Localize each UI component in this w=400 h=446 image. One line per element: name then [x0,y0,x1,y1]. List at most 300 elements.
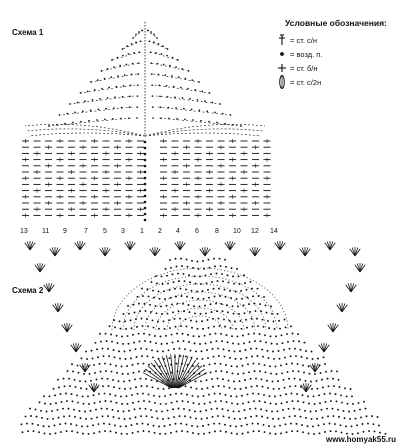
chain-dot [94,89,96,91]
chain-dot [351,395,353,397]
chain-dot [164,395,166,397]
chain-dot [224,356,226,358]
chain-dot [206,282,208,284]
chain-dot [253,363,255,365]
chain-dot [257,355,259,357]
chain-dot [306,357,308,359]
chain-dot [318,394,320,396]
chain-dot [267,387,269,389]
chain-dot [91,388,93,390]
chain-dot [302,364,304,366]
chain-dot [279,425,281,427]
chain-dot [172,273,174,275]
chain-dot [199,343,201,345]
chain-dot [157,350,159,352]
chain-dot [225,364,227,366]
chain-dot [338,416,340,418]
chain-dot [151,73,153,75]
row-number: 11 [42,228,50,235]
chain-dot [272,381,274,383]
chain-dot [145,378,147,380]
chain-dot [136,326,138,328]
chain-dot [247,431,249,433]
chain-dot [102,385,104,387]
chain-dot [317,388,319,390]
chain-dot [102,415,104,417]
chain-dot [143,430,145,432]
chain-dot [204,100,206,102]
chain-dot [238,410,240,412]
chain-dot [150,341,152,343]
chain-dot [309,373,311,375]
chain-dot [150,31,152,33]
chain-dot [204,335,206,337]
chain-dot [176,266,178,268]
chain-dot [153,425,155,427]
chain-dot [121,336,123,338]
chain-dot [172,341,174,343]
chain-dot [183,108,185,110]
chain-dot [181,430,183,432]
chain-dot [280,395,282,397]
chain-dot [347,403,349,405]
chain-dot [223,415,225,417]
chain-dot [117,75,119,77]
stitch-row [152,63,189,71]
chain-dot [250,281,252,283]
chain-dot [99,333,101,335]
chain-dot [43,425,45,427]
chain-dot [259,333,261,335]
chain-dot [252,423,254,425]
chain-dot [164,425,166,427]
chain-dot [235,328,237,330]
chain-dot [294,348,296,350]
chain-dot [189,409,191,411]
chain-dot [128,313,130,315]
chain-dot [222,378,224,380]
chain-dot [228,380,230,382]
chain-dot [187,431,189,433]
chain-dot [297,430,299,432]
chain-dot [134,408,136,410]
chain-dot [335,430,337,432]
chain-dot [311,351,313,353]
chain-dot [89,373,91,375]
chain-dot [59,423,61,425]
chain-dot [53,388,55,390]
chain-dot [312,358,314,360]
chain-dot [314,403,316,405]
chain-dot [150,409,152,411]
chain-dot [261,378,263,380]
chain-dot [243,342,245,344]
chain-dot [321,409,323,411]
chain-dot [197,99,199,101]
chain-dot [312,425,314,427]
chain-dot [284,357,286,359]
chain-dot [158,426,160,428]
chain-dot [146,348,148,350]
chain-dot [268,425,270,427]
chain-dot [175,258,177,260]
chain-dot [88,403,90,405]
chain-dot [128,343,130,345]
chain-dot [225,431,227,433]
chain-dot [208,394,210,396]
chain-dot [126,64,128,66]
chain-dot [286,333,288,335]
chain-dot [201,388,203,390]
chain-dot [262,386,264,388]
chain-dot [262,356,264,358]
chain-dot [113,349,115,351]
chain-dot [178,280,180,282]
chain-dot [131,43,133,45]
chain-dot [189,98,191,100]
chain-dot [212,348,214,350]
chain-dot [129,106,131,108]
chain-dot [202,425,204,427]
chain-dot [359,409,361,411]
chain-dot [221,303,223,305]
chain-dot [167,410,169,412]
chain-dot [209,432,211,434]
chain-dot [116,402,118,404]
chain-dot [87,395,89,397]
stitch-row [49,118,131,126]
chain-dot [247,393,249,395]
stitch-row [156,96,220,104]
chain-dot [260,408,262,410]
chain-dot [277,313,279,315]
chain-dot [242,365,244,367]
chain-dot [83,373,85,375]
chain-dot [319,364,321,366]
chain-dot [243,274,245,276]
chain-dot [172,311,174,313]
chain-dot [250,348,252,350]
chain-dot [91,350,93,352]
chain-dot [171,334,173,336]
chain-dot [245,349,247,351]
chain-dot [253,333,255,335]
chain-dot [266,312,268,314]
chain-dot [270,402,272,404]
chain-dot [144,370,146,372]
chain-dot [167,313,169,315]
chain-dot [167,283,169,285]
chain-dot [115,365,117,367]
chain-dot [60,431,62,433]
chain-dot [182,400,184,402]
chain-dot [104,119,106,121]
chain-dot [96,119,98,121]
chain-dot [105,333,107,335]
chain-dot [113,107,115,109]
chain-dot [27,430,29,432]
chain-dot [275,335,277,337]
chain-dot [186,394,188,396]
chain-dot [182,97,184,99]
chain-dot [165,403,167,405]
chain-dot [173,86,175,88]
chain-dot [271,313,273,315]
chain-dot [200,410,202,412]
chain-dot [251,356,253,358]
chain-dot [55,402,57,404]
chain-dot [169,424,171,426]
chain-dot [221,340,223,342]
watermark: www.homyak55.ru [326,435,396,444]
chain-dot [272,351,274,353]
chain-dot [110,430,112,432]
chain-dot [223,348,225,350]
chain-dot [110,334,112,336]
chain-dot [249,408,251,410]
chain-dot [88,365,90,367]
chain-dot [140,378,142,380]
chain-dot [313,365,315,367]
chain-dot [240,320,242,322]
chain-dot [216,408,218,410]
chain-dot [367,423,369,425]
chain-dot [63,415,65,417]
chain-dot [114,356,116,358]
chain-dot [67,370,69,372]
chain-dot [297,333,299,335]
chain-dot [277,380,279,382]
chain-dot [154,402,156,404]
chain-dot [130,387,132,389]
chain-dot [157,388,159,390]
chain-dot [263,394,265,396]
row-number: 2 [158,228,162,235]
chain-dot [238,275,240,277]
stitch-row [147,30,157,38]
chain-dot [233,283,235,285]
chain-dot [183,408,185,410]
fan-curve [27,129,145,136]
chain-dot [203,365,205,367]
chain-dot [299,379,301,381]
chain-dot [170,432,172,434]
chain-dot [332,408,334,410]
chain-dot [274,395,276,397]
chain-dot [232,372,234,374]
chain-dot [282,342,284,344]
chain-dot [107,68,109,70]
plus-icon [278,64,286,72]
chain-dot [274,426,276,428]
chain-dot [190,350,192,352]
chain-dot [148,364,150,366]
chain-dot [137,296,139,298]
chain-dot [118,350,120,352]
chain-dot [257,423,259,425]
chain-dot [191,260,193,262]
oval-icon [280,76,285,89]
chain-dot [330,400,332,402]
chain-dot [123,85,125,87]
chain-dot [281,402,283,404]
chain-dot [160,403,162,405]
chain-dot [194,342,196,344]
chain-dot [343,410,345,412]
chain-dot [195,418,197,420]
chain-dot [54,425,56,427]
chain-dot [108,87,110,89]
chain-dot [308,365,310,367]
chain-dot [118,380,120,382]
chain-dot [293,408,295,410]
chain-dot [196,321,198,323]
chain-dot [214,112,216,114]
chain-dot [149,334,151,336]
chain-dot [136,106,138,108]
chain-dot [228,282,230,284]
chain-dot [242,403,244,405]
chain-dot [88,433,90,435]
chain-dot [84,100,86,102]
chain-dot [85,381,87,383]
stitch-row [133,30,143,38]
chain-dot [170,297,172,299]
chain-dot [134,312,136,314]
chain-dot [85,351,87,353]
chain-dot [136,356,138,358]
chain-dot [310,411,312,413]
chain-dot [258,393,260,395]
chain-dot [227,409,229,411]
chain-dot [292,370,294,372]
chain-dot [183,273,185,275]
chain-dot [214,265,216,267]
chain-dot [253,430,255,432]
chain-dot [298,370,300,372]
chain-dot [306,387,308,389]
chain-dot [99,401,101,403]
chain-dot [63,378,65,380]
chain-dot [72,122,74,124]
chain-dot [156,312,158,314]
chain-dot [297,400,299,402]
chain-dot [142,423,144,425]
chain-dot [130,357,132,359]
chain-dot [238,343,240,345]
chain-dot [170,394,172,396]
chain-dot [258,363,260,365]
chain-dot [329,393,331,395]
chain-dot [285,326,287,328]
chain-dot [127,403,129,405]
chain-dot [224,289,226,291]
chain-dot [256,385,258,387]
chain-dot [145,408,147,410]
chain-dot [98,393,100,395]
chain-dot [198,433,200,435]
chain-dot [147,325,149,327]
chain-dot [180,325,182,327]
chain-dot [93,432,95,434]
chain-dot [120,396,122,398]
chain-dot [328,385,330,387]
chain-dot [280,433,282,435]
chain-dot [211,311,213,313]
chain-dot [115,395,117,397]
chain-dot [137,431,139,433]
chain-dot [222,408,224,410]
chain-dot [266,380,268,382]
chain-dot [232,305,234,307]
chain-dot [152,319,154,321]
chain-dot [135,416,137,418]
chain-dot [158,43,160,45]
chain-dot [80,121,82,123]
chain-dot [181,393,183,395]
chain-dot [124,388,126,390]
chain-dot [71,430,73,432]
chain-dot [241,425,243,427]
row-number: 9 [63,228,67,235]
chain-dot [44,403,46,405]
chain-dot [217,378,219,380]
chain-dot [241,328,243,330]
chain-dot [124,350,126,352]
chain-dot [175,423,177,425]
chain-dot [362,423,364,425]
chain-dot [206,417,208,419]
chain-dot [237,403,239,405]
chain-dot [261,349,263,351]
chain-dot [21,423,23,425]
chain-dot [144,153,147,156]
chain-dot [197,396,199,398]
row-number: 13 [20,228,28,235]
chain-dot [60,393,62,395]
chain-dot [192,395,194,397]
chain-dot [149,304,151,306]
chain-dot [99,363,101,365]
chain-dot [120,328,122,330]
chain-dot [94,372,96,374]
chain-dot [155,275,157,277]
chain-dot [162,418,164,420]
chain-dot [186,326,188,328]
chain-dot [180,288,182,290]
chain-dot [300,349,302,351]
scheme-2-title: Схема 2 [12,286,44,295]
chain-dot [120,425,122,427]
chain-dot [194,89,196,91]
chain-dot [164,328,166,330]
chain-dot [210,371,212,373]
chain-dot [227,274,229,276]
chain-dot [134,378,136,380]
chain-dot [49,433,51,435]
chain-dot [184,280,186,282]
chain-dot [213,258,215,260]
chain-dot [58,417,60,419]
chain-dot [88,120,90,122]
chain-dot [223,319,225,321]
chain-dot [156,410,158,412]
chain-dot [354,410,356,412]
row-number: 3 [121,228,125,235]
chain-dot [123,313,125,315]
chain-dot [43,395,45,397]
chain-dot [131,327,133,329]
